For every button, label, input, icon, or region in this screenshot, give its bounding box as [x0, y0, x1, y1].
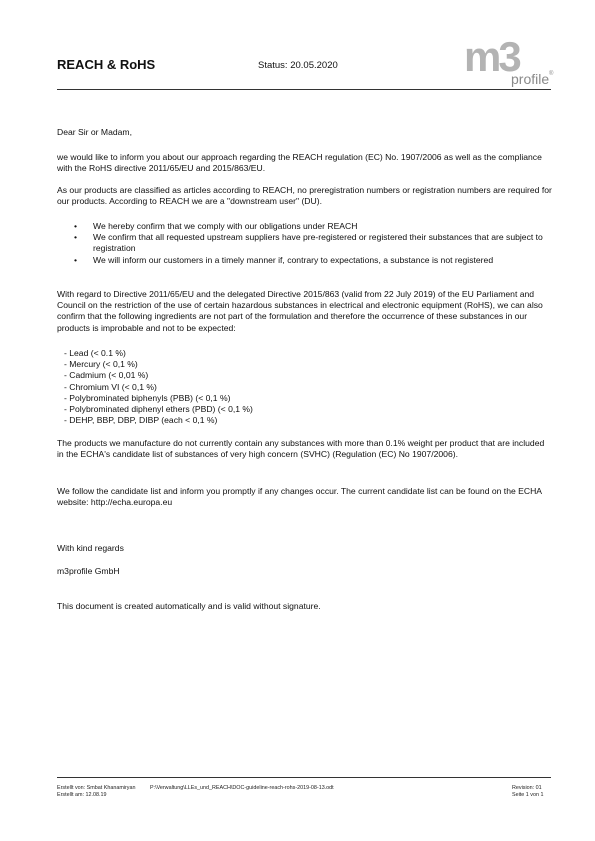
- closing: With kind regards: [57, 543, 124, 553]
- footer-file-path: P:\Verwaltung\LLEs_und_REACH\DOC-guideline-reach-rohs-2019-08-13.odt: [150, 785, 334, 791]
- logo-main-text: m3: [464, 38, 519, 80]
- substance-item: - Polybrominated biphenyls (PBB) (< 0,1 %): [64, 392, 231, 403]
- paragraph-candidate-list: We follow the candidate list and inform you promptly if any changes occur. The current candidate list can be found on the ECHA website: http://echa.europa.eu: [57, 486, 542, 508]
- paragraph-intro: we would like to inform you about our approach regarding the REACH regulation (EC) No. 1907/2006 as well as the compliance with the RoHS directive 2011/65/EU and 2015/863/EU.: [57, 152, 542, 174]
- paragraph-svhc: The products we manufacture do not currently contain any substances with more than 0.1% weight per product that are included in the ECHA's candidate list of substances of very high concern (SVHC) (Regulation (EC) No 1907/2006).: [57, 438, 545, 460]
- status-date: Status: 20.05.2020: [258, 60, 338, 71]
- footer-page-number: Seite 1 von 1: [512, 792, 544, 798]
- substance-item: - DEHP, BBP, DBP, DIBP (each < 0,1 %): [64, 415, 218, 426]
- paragraph-rohs: With regard to Directive 2011/65/EU and the delegated Directive 2015/863 (valid from 22 July 2019) of the EU Parliament and Council on the restriction of the use of certain hazardous substances in electrical and electronic equipment (RoHS), we can also confirm that the following ingredients are not part of the formulation and therefore the occurrence of these substances in our products is improbable and not to be expected:: [57, 289, 543, 333]
- list-item-text: We will inform our customers in a timely manner if, contrary to expectations, a substance is not registered: [93, 254, 494, 265]
- confirmation-list: [57, 221, 552, 266]
- company-name: m3profile GmbH: [57, 566, 120, 576]
- list-item: • We confirm that all requested upstream suppliers have pre-registered or registered their substances that are subject to registration: [74, 232, 543, 254]
- substance-item: - Cadmium (< 0,01 %): [64, 370, 149, 381]
- list-item-text: We confirm that all requested upstream suppliers have pre-registered or registered their substances that are subject to registration: [93, 232, 543, 254]
- document-title: REACH & RoHS: [57, 57, 156, 72]
- header-divider: [57, 89, 551, 90]
- validity-note: This document is created automatically and is valid without signature.: [57, 601, 321, 611]
- logo-registered-mark: ®: [549, 71, 554, 77]
- footer-created-on: Erstellt am: 12.08.19: [57, 792, 107, 798]
- logo-sub-text: profile: [511, 71, 550, 87]
- footer-revision: Revision: 01: [512, 785, 542, 791]
- substance-item: - Lead (< 0.1 %): [64, 348, 126, 358]
- m3profile-logo: [462, 38, 557, 88]
- substance-item: - Chromium VI (< 0,1 %): [64, 381, 157, 392]
- salutation: Dear Sir or Madam,: [57, 127, 132, 137]
- paragraph-classification: As our products are classified as articles according to REACH, no preregistration numbers or registration numbers are required for our products. According to REACH we are a "downstream user" (DU).: [57, 185, 552, 207]
- substance-item: - Mercury (< 0,1 %): [64, 359, 138, 370]
- list-item: • We will inform our customers in a timely manner if, contrary to expectations, a substance is not registered: [74, 254, 494, 265]
- footer-created-by: Erstellt von: Smbat Khanamiryan: [57, 785, 136, 791]
- list-item-text: We hereby confirm that we comply with our obligations under REACH: [93, 221, 358, 231]
- substance-item: - Polybrominated diphenyl ethers (PBD) (< 0,1 %): [64, 404, 253, 415]
- list-item: • We hereby confirm that we comply with our obligations under REACH: [74, 221, 358, 231]
- substance-list: [64, 348, 464, 426]
- footer-divider: [57, 777, 551, 778]
